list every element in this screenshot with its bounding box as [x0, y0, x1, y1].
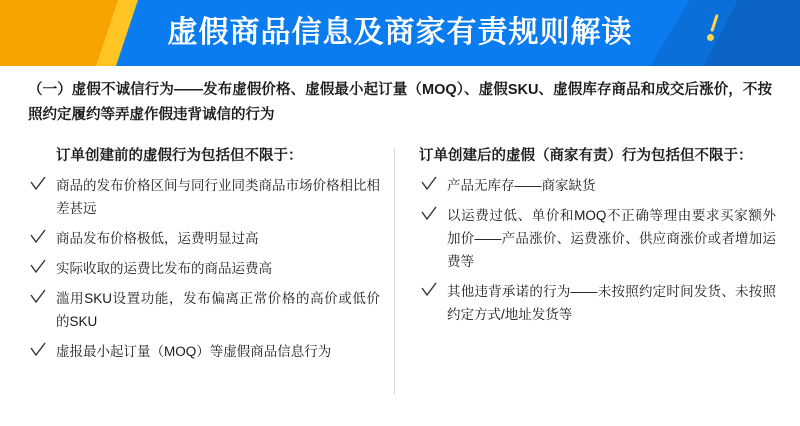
list-item-text: 实际收取的运费比发布的商品运费高 [56, 261, 272, 276]
check-icon [30, 176, 46, 192]
list-item-text: 产品无库存——商家缺货 [447, 178, 596, 193]
right-column-heading: 订单创建后的虚假（商家有责）行为包括但不限于： [419, 148, 753, 164]
left-column [28, 144, 394, 412]
list-item-text: 其他违背承诺的行为——未按照约定时间发货、未按照约定方式/地址发货等 [447, 284, 776, 322]
check-icon [421, 206, 437, 222]
list-item-text: 滥用SKU设置功能，发布偏离正常价格的高价或低价的SKU [56, 291, 380, 329]
check-icon [30, 342, 46, 358]
check-icon [30, 229, 46, 245]
check-icon [421, 176, 437, 192]
list-item [28, 340, 380, 363]
list-item-text: 商品发布价格极低，运费明显过高 [56, 231, 259, 246]
right-column-list [419, 174, 776, 326]
check-icon [30, 289, 46, 305]
left-column-list [28, 174, 380, 363]
list-item [419, 280, 776, 326]
intro-paragraph: （一）虚假不诚信行为——发布虚假价格、虚假最小起订量（MOQ）、虚假SKU、虚假库存商品和成交后涨价，不按照约定履约等弄虚作假违背诚信的行为 [28, 82, 772, 123]
check-icon [421, 282, 437, 298]
list-item [28, 174, 380, 220]
list-item [28, 287, 380, 333]
list-item [28, 227, 380, 250]
list-item-text: 虚报最小起订量（MOQ）等虚假商品信息行为 [56, 344, 332, 359]
list-item-text: 以运费过低、单价和MOQ不正确等理由要求买家额外加价——产品涨价、运费涨价、供应商涨价或者增加运费等 [447, 208, 776, 269]
list-item [419, 204, 776, 273]
list-item-text: 商品的发布价格区间与同行业同类商品市场价格相比相差甚远 [56, 178, 380, 216]
page-title: 虚假商品信息及商家有责规则解读 [167, 16, 633, 49]
content-columns [28, 144, 776, 412]
list-item [419, 174, 776, 197]
check-icon [30, 259, 46, 275]
right-column [395, 144, 776, 412]
left-column-heading: 订单创建前的虚假行为包括但不限于： [56, 148, 303, 164]
list-item [28, 257, 380, 280]
header-banner [0, 0, 800, 66]
